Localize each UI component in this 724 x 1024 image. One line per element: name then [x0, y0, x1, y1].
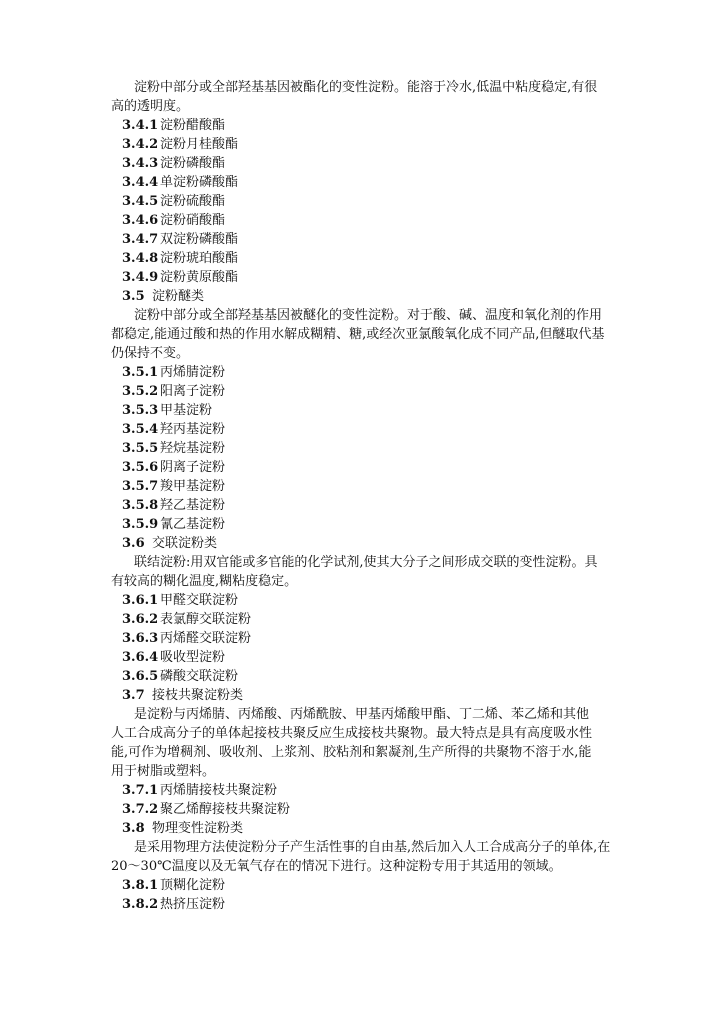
item-number: 3.5.7: [122, 479, 159, 494]
section-heading: [0, 819, 724, 838]
item-number: 3.7.1: [122, 783, 159, 798]
paragraph-line: 高的透明度。: [111, 99, 190, 114]
item-number: 3.5.3: [122, 403, 159, 418]
item-number: 3.5.5: [122, 441, 159, 456]
item-number: 3.4.3: [122, 156, 159, 171]
item-text: 羟烷基淀粉: [160, 441, 226, 456]
item-number: 3.4.9: [122, 270, 159, 285]
item-number: 3.5.8: [122, 498, 159, 513]
item-number: 3.4.6: [122, 213, 159, 228]
item-text: 淀粉月桂酸酯: [160, 137, 239, 152]
section-number: 3.8: [122, 821, 145, 836]
item-number: 3.6.5: [122, 669, 159, 684]
item-text: 羧甲基淀粉: [160, 479, 226, 494]
list-item: [0, 876, 724, 895]
list-item: [0, 610, 724, 629]
list-item: [0, 496, 724, 515]
section-number: 3.5: [122, 289, 145, 304]
item-number: 3.4.7: [122, 232, 159, 247]
paragraph-line: 有较高的糊化温度,糊粘度稳定。: [111, 574, 298, 589]
list-item: [0, 895, 724, 914]
item-text: 淀粉黄原酸酯: [160, 270, 239, 285]
document-page: [0, 78, 724, 914]
section-heading: [0, 534, 724, 553]
item-text: 甲基淀粉: [160, 403, 213, 418]
item-number: 3.6.1: [122, 593, 159, 608]
item-number: 3.8.1: [122, 878, 159, 893]
paragraph-line: 用于树脂或塑料。: [111, 764, 216, 779]
section-title: 物理变性淀粉类: [152, 821, 244, 836]
item-text: 淀粉醋酸酯: [160, 118, 226, 133]
paragraph-line: 20～30℃温度以及无氧气存在的情况下进行。这种淀粉专用于其适用的领域。: [111, 859, 562, 874]
paragraph-line: 淀粉中部分或全部羟基基因被醚化的变性淀粉。对于酸、碱、温度和氧化剂的作用: [134, 308, 603, 323]
item-number: 3.6.4: [122, 650, 159, 665]
list-item: [0, 648, 724, 667]
item-number: 3.4.4: [122, 175, 159, 190]
list-item: [0, 420, 724, 439]
item-text: 甲醛交联淀粉: [160, 593, 239, 608]
item-text: 吸收型淀粉: [160, 650, 226, 665]
item-text: 单淀粉磷酸酯: [160, 175, 239, 190]
item-text: 淀粉硫酸酯: [160, 194, 226, 209]
item-text: 表氯醇交联淀粉: [160, 612, 252, 627]
list-item: [0, 401, 724, 420]
item-number: 3.4.1: [122, 118, 159, 133]
paragraph-line: 是淀粉与丙烯腈、丙烯酸、丙烯酰胺、甲基丙烯酸甲酯、丁二烯、苯乙烯和其他: [134, 707, 590, 722]
paragraph-line: 联结淀粉:用双官能或多官能的化学试剂,使其大分子之间形成交联的变性淀粉。具: [134, 555, 598, 570]
item-text: 丙烯腈淀粉: [160, 365, 226, 380]
list-item: [0, 439, 724, 458]
list-item: [0, 477, 724, 496]
list-item: [0, 629, 724, 648]
section-title: 接枝共聚淀粉类: [152, 688, 244, 703]
item-number: 3.5.4: [122, 422, 159, 437]
item-text: 淀粉磷酸酯: [160, 156, 226, 171]
item-text: 磷酸交联淀粉: [160, 669, 239, 684]
item-text: 聚乙烯醇接枝共聚淀粉: [160, 802, 291, 817]
list-item: [0, 249, 724, 268]
section-number: 3.7: [122, 688, 145, 703]
list-item: [0, 781, 724, 800]
paragraph-line: 能,可作为增稠剂、吸收剂、上浆剂、胶粘剂和絮凝剂,生产所得的共聚物不溶于水,能: [111, 745, 592, 760]
item-number: 3.5.1: [122, 365, 159, 380]
item-text: 氰乙基淀粉: [160, 517, 226, 532]
item-number: 3.6.2: [122, 612, 159, 627]
list-item: [0, 458, 724, 477]
item-number: 3.4.2: [122, 137, 159, 152]
item-number: 3.5.2: [122, 384, 159, 399]
list-item: [0, 154, 724, 173]
paragraph-line: 仍保持不变。: [111, 346, 190, 361]
item-text: 淀粉硝酸酯: [160, 213, 226, 228]
list-item: [0, 211, 724, 230]
paragraph-line: 都稳定,能通过酸和热的作用水解成糊精、糖,或经次亚氯酸氧化成不同产品,但醚取代基: [111, 327, 605, 342]
section-number: 3.6: [122, 536, 145, 551]
list-item: [0, 591, 724, 610]
list-item: [0, 192, 724, 211]
list-item: [0, 382, 724, 401]
item-text: 阴离子淀粉: [160, 460, 226, 475]
list-item: [0, 173, 724, 192]
section-heading: [0, 287, 724, 306]
list-item: [0, 135, 724, 154]
item-text: 淀粉琥珀酸酯: [160, 251, 239, 266]
item-text: 羟乙基淀粉: [160, 498, 226, 513]
item-text: 热挤压淀粉: [160, 897, 226, 912]
list-item: [0, 800, 724, 819]
list-item: [0, 667, 724, 686]
item-number: 3.7.2: [122, 802, 159, 817]
section-title: 交联淀粉类: [152, 536, 218, 551]
item-text: 顶糊化淀粉: [160, 878, 226, 893]
paragraph-line: 是采用物理方法使淀粉分子产生活性事的自由基,然后加入人工合成高分子的单体,在: [134, 840, 611, 855]
list-item: [0, 116, 724, 135]
item-number: 3.8.2: [122, 897, 159, 912]
paragraph-line: 淀粉中部分或全部羟基基因被酯化的变性淀粉。能溶于冷水,低温中粘度稳定,有很: [134, 80, 598, 95]
item-text: 双淀粉磷酸酯: [160, 232, 239, 247]
item-number: 3.5.9: [122, 517, 159, 532]
list-item: [0, 268, 724, 287]
section-heading: [0, 686, 724, 705]
item-number: 3.5.6: [122, 460, 159, 475]
section-title: 淀粉醚类: [152, 289, 205, 304]
list-item: [0, 230, 724, 249]
paragraph-line: 人工合成高分子的单体起接枝共聚反应生成接枝共聚物。最大特点是具有高度吸水性: [111, 726, 593, 741]
item-number: 3.6.3: [122, 631, 159, 646]
list-item: [0, 515, 724, 534]
item-text: 丙烯醛交联淀粉: [160, 631, 252, 646]
item-number: 3.4.5: [122, 194, 159, 209]
list-item: [0, 363, 724, 382]
item-text: 羟丙基淀粉: [160, 422, 226, 437]
item-number: 3.4.8: [122, 251, 159, 266]
item-text: 丙烯腈接枝共聚淀粉: [160, 783, 278, 798]
item-text: 阳离子淀粉: [160, 384, 226, 399]
